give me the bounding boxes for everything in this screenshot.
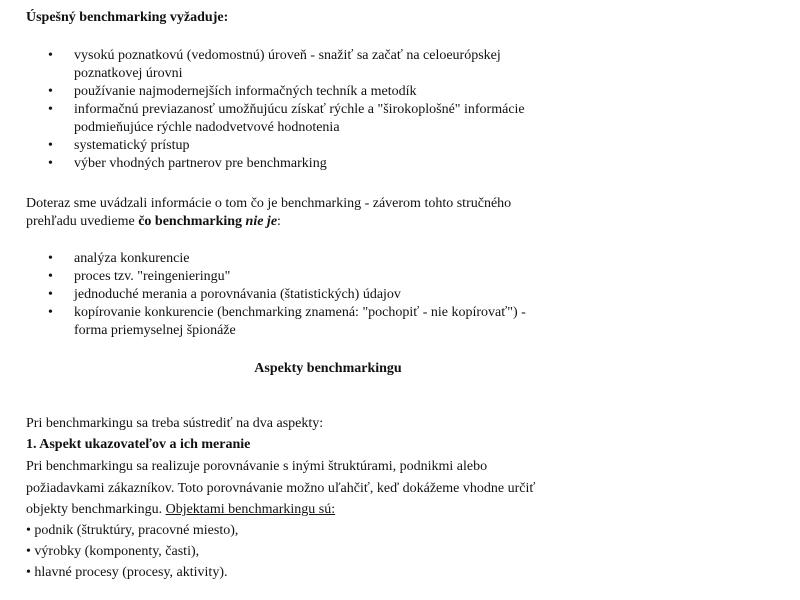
aspect1-title: 1. Aspekt ukazovateľov a ich meranie — [26, 437, 251, 452]
list-item — [26, 83, 525, 101]
list-item-text: • proces tzv. "reingenieringu" — [74, 269, 231, 284]
aspect1-text: objekty benchmarkingu. — [26, 502, 166, 517]
list-item — [26, 268, 526, 286]
list-item-text: podmieňujúce rýchle nadodvetvové hodnotenia — [74, 120, 340, 135]
list-item — [26, 101, 525, 137]
list-item — [26, 137, 525, 155]
list-item — [26, 286, 526, 304]
aspect1-paragraph-line3 — [26, 501, 335, 519]
list-item-text: poznatkovej úrovni — [74, 66, 183, 81]
heading-requirements: Úspešný benchmarking vyžaduje: — [26, 10, 229, 25]
aspects-intro: Pri benchmarkingu sa treba sústrediť na dva aspekty: — [26, 416, 324, 431]
section-title: Aspekty benchmarkingu — [254, 361, 402, 376]
not-benchmarking-list — [26, 250, 526, 340]
list-item — [26, 155, 525, 173]
object-item: • hlavné procesy (procesy, aktivity). — [26, 565, 228, 580]
list-item-text: • systematický prístup — [74, 138, 190, 153]
aspect1-paragraph-line2: požiadavkami zákazníkov. Toto porovnávanie možno uľahčiť, keď dokážeme vhodne určiť — [26, 481, 536, 496]
object-item: • výrobky (komponenty, časti), — [26, 544, 200, 559]
list-item-text: • kopírovanie konkurencie (benchmarking znamená: "pochopiť - nie kopírovať") - — [74, 305, 526, 320]
list-item-text: • používanie najmodernejších informačných techník a metodík — [74, 84, 417, 99]
list-item-text: • výber vhodných partnerov pre benchmarking — [74, 156, 327, 171]
list-item-text: forma priemyselnej špionáže — [74, 323, 236, 338]
objects-underlined-label: Objektami benchmarkingu sú: — [165, 502, 336, 517]
list-item-text: • jednoduché merania a porovnávania (štatistických) údajov — [74, 287, 401, 302]
intro-suffix: : — [277, 214, 281, 229]
intro-paragraph-line1: Doteraz sme uvádzali informácie o tom čo je benchmarking - záverom tohto stručného — [26, 196, 512, 211]
object-item: • podnik (štruktúry, pracovné miesto), — [26, 523, 239, 538]
list-item — [26, 250, 526, 268]
intro-bold-text: čo benchmarking — [138, 214, 246, 229]
list-item-text: • informačnú previazanosť umožňujúcu získať rýchle a "širokoplošné" informácie — [74, 102, 525, 117]
list-item — [26, 47, 525, 83]
requirements-list — [26, 47, 525, 173]
list-item — [26, 304, 526, 340]
list-item-text: • vysokú poznatkovú (vedomostnú) úroveň - snažiť sa začať na celoeurópskej — [74, 48, 501, 63]
intro-paragraph-line2 — [26, 213, 281, 231]
intro-text: prehľadu uvedieme — [26, 214, 139, 229]
aspect1-paragraph-line1: Pri benchmarkingu sa realizuje porovnávanie s inými štruktúrami, podnikmi alebo — [26, 459, 488, 474]
list-item-text: • analýza konkurencie — [74, 251, 190, 266]
intro-bolditalic-text: nie je — [245, 214, 278, 229]
